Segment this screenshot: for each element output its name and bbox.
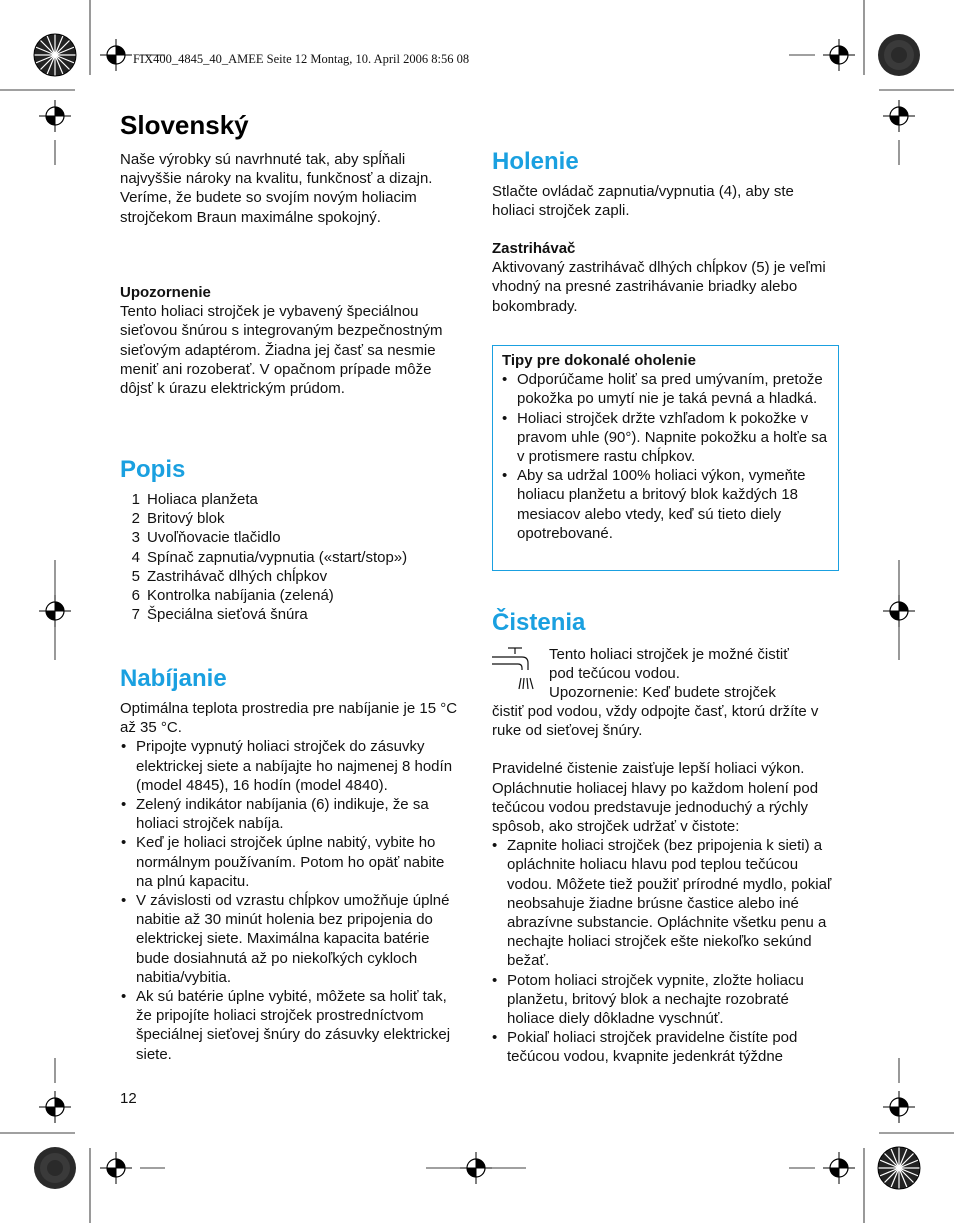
nabijanie-heading: Nabíjanie (120, 665, 227, 692)
popis-item-number: 3 (131, 529, 140, 547)
popis-item (120, 490, 465, 509)
cistenia-line2: pod tečúcou vodou. (549, 665, 680, 683)
holenie-block (492, 182, 837, 220)
page-number: 12 (120, 1090, 137, 1107)
list-item: • V závislosti od vzrastu chĺpkov umožňuje úplné nabitie až 30 minút holenia bez pripojenia do elektrickej siete. Maximálna kapacita batérie bude dosiahnutá až po niekoľkých cykloch nabitia/vybitia. (121, 891, 465, 987)
popis-item (120, 548, 465, 567)
holenie-text: Stlačte ovládač zapnutia/vypnutia (4), aby ste holiaci strojček zapli. (492, 183, 794, 220)
popis-list (120, 490, 465, 624)
popis-heading: Popis (120, 456, 186, 483)
cistenia-line3: Upozornenie: Keď budete strojček (549, 684, 776, 702)
cistenia-para2: Pravidelné čistenie zaisťuje lepší holiaci výkon. Opláchnutie holiacej hlavy po každom holení pod tečúcou vodou predstavuje jednoduchý a rýchly spôsob, ako strojček udržať v čistote: (492, 760, 819, 836)
list-item: • Holiaci strojček držte vzhľadom k pokožke v pravom uhle (90°). Napnite pokožku a holťe sa v protismere rastu chĺpkov. (502, 409, 830, 467)
page-title: Slovenský (120, 110, 249, 140)
warning-block (120, 283, 465, 398)
popis-item-label: Zastrihávač dlhých chĺpkov (147, 567, 328, 585)
cistenia-heading: Čistenia (492, 609, 586, 636)
list-item: • Pripojte vypnutý holiaci strojček do zásuvky elektrickej siete a nabíjajte ho najmenej 8 hodín (model 4845), 16 hodín (model 4840). (121, 737, 465, 795)
list-item: • Potom holiaci strojček vypnite, zložte holiacu planžetu, britový blok a nechajte rozobraté holiace diely dôkladne vyschnúť. (492, 971, 837, 1029)
warning-text: Tento holiaci strojček je vybavený špeciálnou sieťovou šnúrou s integrovaným bezpečnostným sieťovým adaptérom. Žiadna jej časť sa nesmie meniť ani rozoberať. V opačnom prípade môže dôjsť k úrazu elektrickým prúdom. (120, 303, 443, 398)
popis-item-number: 7 (131, 606, 140, 624)
popis-item (120, 509, 465, 528)
trimmer-block (492, 239, 837, 316)
list-item: • Aby sa udržal 100% holiaci výkon, vymeňte holiacu planžetu a britový blok každých 18 mesiacov alebo vtedy, keď sú tieto diely opotrebované. (502, 466, 830, 543)
faucet-icon-svg (492, 645, 540, 693)
popis-item-label: Spínač zapnutia/vypnutia («start/stop») (147, 548, 408, 566)
popis-item-number: 1 (131, 491, 140, 508)
tips-heading: Tipy pre dokonalé oholenie (502, 352, 696, 369)
popis-item-number: 2 (131, 510, 140, 528)
popis-item-number: 4 (131, 548, 140, 566)
warning-heading: Upozornenie (120, 284, 211, 301)
popis-item (120, 586, 465, 605)
cistenia-intro (549, 645, 839, 703)
popis-item-number: 5 (131, 567, 140, 585)
holenie-heading: Holenie (492, 148, 579, 175)
faucet-icon (492, 645, 540, 693)
nabijanie-block (120, 699, 465, 1064)
intro-block (120, 150, 465, 227)
list-item: • Zelený indikátor nabíjania (6) indikuje, že sa holiaci strojček nabíja. (121, 795, 465, 833)
list-item: • Zapnite holiaci strojček (bez pripojenia k sieti) a opláchnite holiacu hlavu pod teplou tečúcou vodou. Môžete tiež použiť prírodné mydlo, pokiaľ neobsahuje žiadne brúsne častice alebo iné abrazívne substancie. Opláchnite všetku penu a nechajte holiaci strojček ešte niekoľko sekúnd bežať. (492, 836, 837, 970)
popis-item-label: Holiaca planžeta (147, 491, 258, 508)
popis-item-label: Britový blok (147, 510, 225, 528)
nabijanie-intro: Optimálna teplota prostredia pre nabíjanie je 15 °C až 35 °C. (120, 700, 458, 737)
print-slug: FIX400_4845_40_AMEE Seite 12 Montag, 10. April 2006 8:56 08 (133, 52, 470, 66)
popis-item-label: Uvoľňovacie tlačidlo (147, 529, 281, 547)
cistenia-rest: čistiť pod vodou, vždy odpojte časť, ktorú držíte v ruke od sieťovej šnúry. (492, 703, 819, 740)
popis-item (120, 528, 465, 547)
popis-item-label: Kontrolka nabíjania (zelená) (147, 587, 334, 605)
list-item: • Ak sú batérie úplne vybité, môžete sa holiť tak, že pripojíte holiaci strojček prostredníctvom špeciálnej sieťovej šnúry do zásuvky elektrickej siete. (121, 987, 465, 1064)
cistenia-body (492, 702, 837, 1067)
list-item: • Keď je holiaci strojček úplne nabitý, vybite ho normálnym používaním. Potom ho opäť nabite na plnú kapacitu. (121, 833, 465, 891)
popis-item (120, 567, 465, 586)
trimmer-text: Aktivovaný zastrihávač dlhých chĺpkov (5) je veľmi vhodný na presné zastrihávanie briadky alebo bokombrady. (492, 259, 826, 315)
list-item: • Pokiaľ holiaci strojček pravidelne čistíte pod tečúcou vodou, kvapnite jedenkrát týždne (492, 1028, 837, 1066)
popis-item-number: 6 (131, 587, 140, 605)
cistenia-line1: Tento holiaci strojček je možné čistiť (549, 646, 789, 663)
tips-box (492, 345, 839, 571)
popis-item (120, 605, 465, 624)
intro-text: Naše výrobky sú navrhnuté tak, aby spĺňali najvyššie nároky na kvalitu, funkčnosť a dizajn. Veríme, že budete so svojím novým holiacim strojčekom Braun maximálne spokojný. (120, 151, 433, 226)
trimmer-heading: Zastrihávač (492, 240, 576, 257)
list-item: • Odporúčame holiť sa pred umývaním, pretože pokožka po umytí nie je taká pevná a hladká. (502, 370, 830, 408)
popis-item-label: Špeciálna sieťová šnúra (147, 606, 308, 624)
